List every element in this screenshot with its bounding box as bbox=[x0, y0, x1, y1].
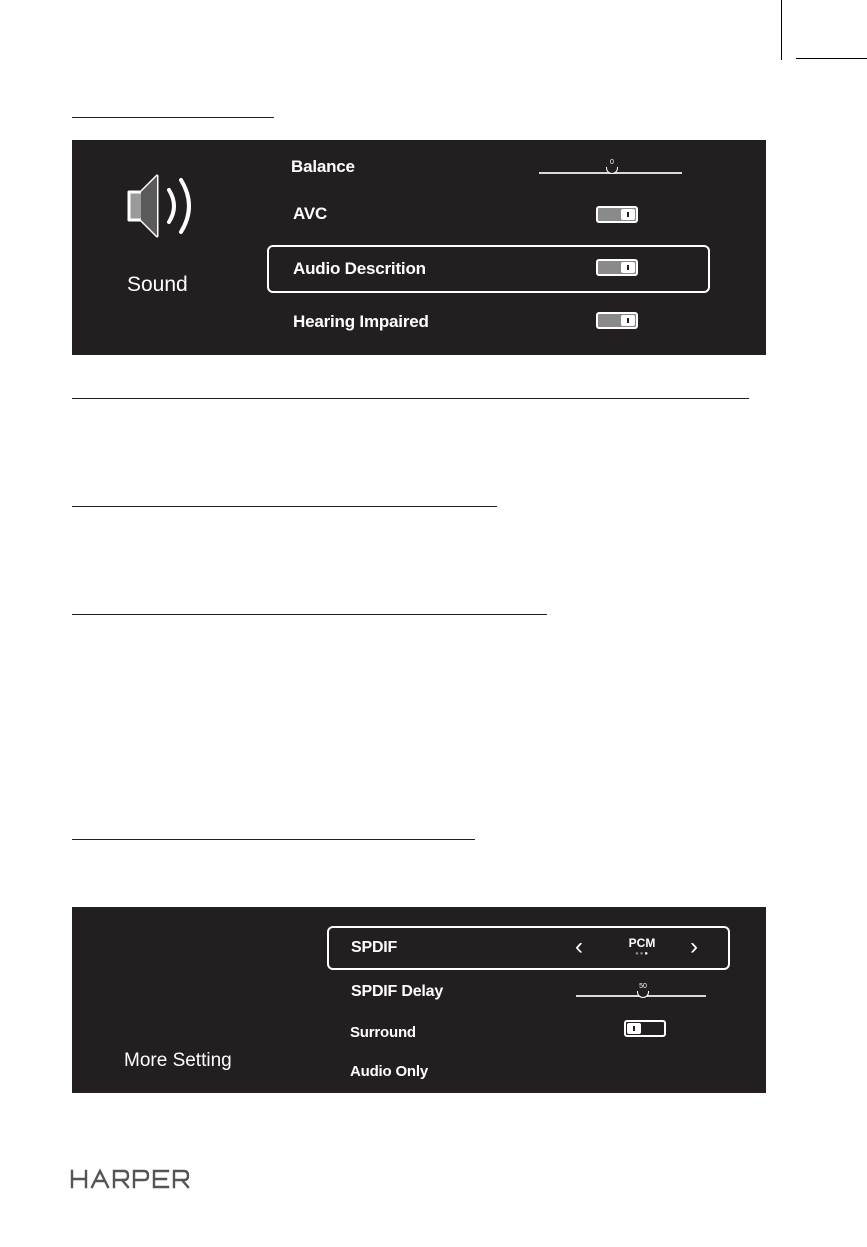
spdif-value: PCM bbox=[628, 936, 656, 950]
sound-menu-panel bbox=[72, 140, 766, 355]
section-rule bbox=[72, 117, 274, 118]
chevron-right-icon[interactable]: › bbox=[690, 933, 698, 960]
menu-item-label: SPDIF Delay bbox=[351, 983, 444, 1000]
hearing-impaired-toggle[interactable] bbox=[596, 312, 638, 329]
sound-menu-title: Sound bbox=[127, 273, 188, 296]
crop-mark-top bbox=[781, 0, 782, 60]
menu-item-label: Audio Only bbox=[350, 1063, 428, 1080]
harper-logo bbox=[70, 1168, 194, 1190]
surround-toggle[interactable] bbox=[624, 1020, 666, 1037]
avc-toggle[interactable] bbox=[596, 206, 638, 223]
audio-description-toggle[interactable] bbox=[596, 259, 638, 276]
section-rule bbox=[72, 398, 749, 399]
menu-item-label: SPDIF bbox=[351, 939, 398, 956]
chevron-left-icon[interactable]: ‹ bbox=[575, 933, 583, 960]
section-rule bbox=[72, 506, 497, 507]
speaker-icon bbox=[127, 170, 202, 242]
more-setting-title: More Setting bbox=[124, 1050, 232, 1071]
more-setting-panel bbox=[72, 907, 766, 1093]
section-rule bbox=[72, 614, 547, 615]
option-indicator-dots: ●●● bbox=[635, 951, 649, 957]
spdif-delay-value: 50 bbox=[639, 983, 647, 990]
menu-item-label: AVC bbox=[293, 204, 328, 223]
section-rule bbox=[72, 839, 475, 840]
menu-item-label: Hearing Impaired bbox=[293, 312, 429, 331]
menu-item-label: Surround bbox=[350, 1024, 416, 1041]
menu-item-label: Audio Descrition bbox=[293, 259, 426, 278]
menu-item-label: Balance bbox=[291, 157, 355, 176]
crop-mark-right bbox=[796, 58, 867, 59]
balance-slider-value: 0 bbox=[610, 159, 614, 166]
